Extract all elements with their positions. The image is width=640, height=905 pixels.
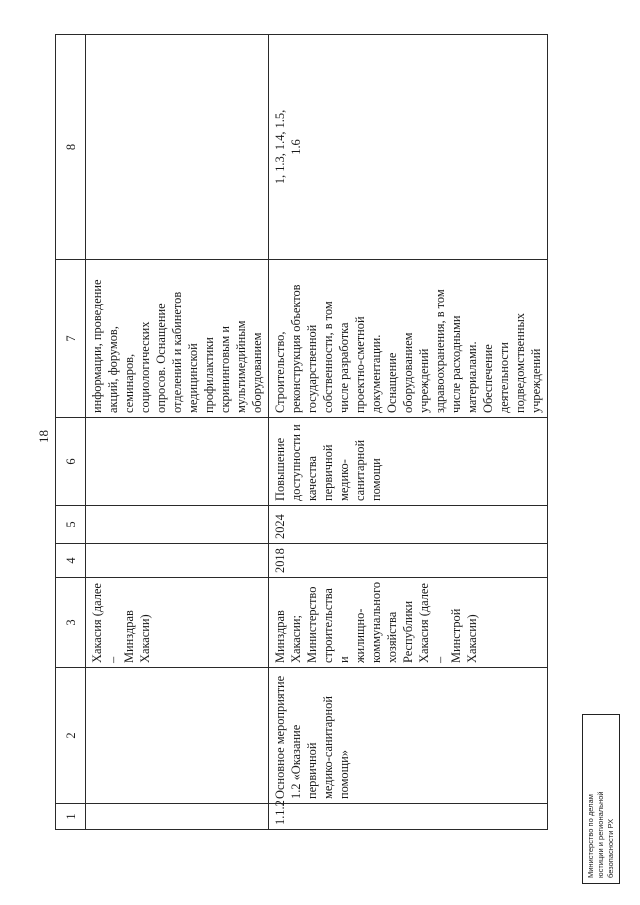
table-header-row bbox=[56, 35, 86, 830]
cell-indicators bbox=[86, 35, 269, 260]
cell-start-year: 2018 bbox=[269, 544, 548, 578]
cell-executor: Минздрав Хакасии; Министерство строительства и жилищно- коммунального хозяйства Республики Хакасия (далее – Минстрой Хакасии) bbox=[269, 578, 548, 668]
header-col-6: 6 bbox=[56, 418, 86, 506]
registration-stamp bbox=[582, 714, 620, 884]
header-col-2: 2 bbox=[56, 668, 86, 804]
cell-description: информации, проведение акций, форумов, семинаров, социологических опросов. Оснащение отделений и кабинетов медицинской профилактики скрининговым и мультимедийным оборудованием bbox=[86, 260, 269, 418]
cell-number bbox=[86, 804, 269, 830]
cell-start-year bbox=[86, 544, 269, 578]
cell-description: Строительство, реконструкция объектов государственной собственности, в том числе разработка проектно-сметной документации. Оснащение оборудованием учреждений здравоохранения, в том числе расходными материалами. Обеспечение деятельности подведомственных учреждений bbox=[269, 260, 548, 418]
page-number: 18 bbox=[36, 430, 51, 443]
header-col-3: 3 bbox=[56, 578, 86, 668]
cell-number: 1.1.2 bbox=[269, 804, 548, 830]
cell-end-year bbox=[86, 506, 269, 544]
header-col-1: 1 bbox=[56, 804, 86, 830]
cell-executor: Хакасия (далее – Минздрав Хакасии) bbox=[86, 578, 269, 668]
stamp-line: Министерство по делам bbox=[586, 794, 595, 878]
cell-measure: Основное мероприятие 1.2 «Оказание первичной медико-санитарной помощи» bbox=[269, 668, 548, 804]
rotated-table-container bbox=[55, 35, 543, 830]
stamp-line: безопасности РХ bbox=[606, 818, 615, 878]
table-row bbox=[269, 35, 548, 830]
cell-expected-result: Повышение доступности и качества первичной медико- санитарной помощи bbox=[269, 418, 548, 506]
header-col-5: 5 bbox=[56, 506, 86, 544]
cell-expected-result bbox=[86, 418, 269, 506]
header-col-7: 7 bbox=[56, 260, 86, 418]
program-table bbox=[55, 34, 548, 830]
cell-end-year: 2024 bbox=[269, 506, 548, 544]
cell-measure bbox=[86, 668, 269, 804]
header-col-4: 4 bbox=[56, 544, 86, 578]
header-col-8: 8 bbox=[56, 35, 86, 260]
cell-indicators: 1, 1.3, 1.4, 1.5, 1.6 bbox=[269, 35, 548, 260]
stamp-line: юстиции и региональной bbox=[596, 791, 605, 878]
table-row bbox=[86, 35, 269, 830]
